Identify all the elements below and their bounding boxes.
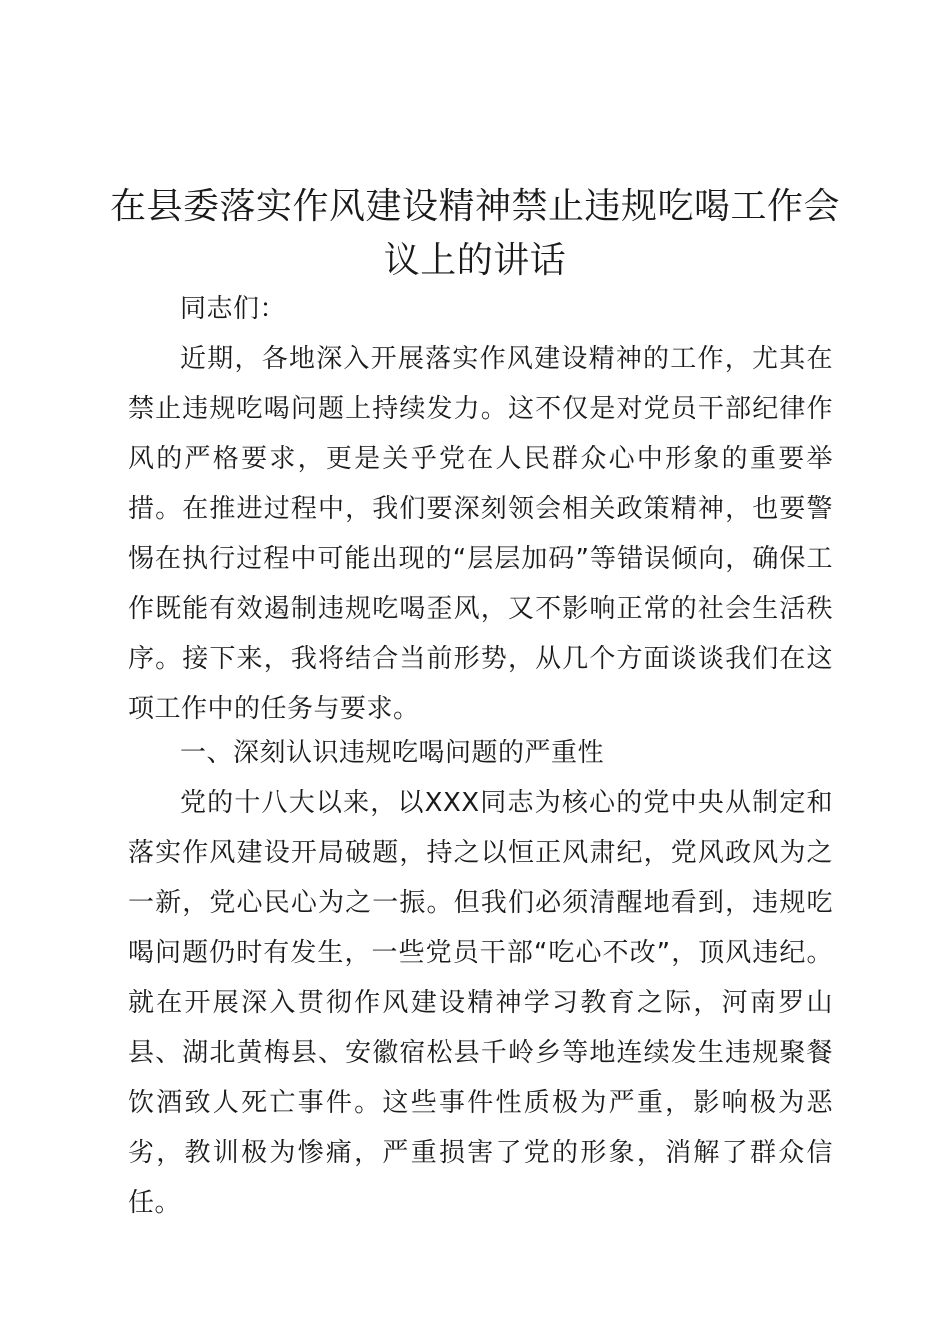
section-heading-1: 一、深刻认识违规吃喝问题的严重性 xyxy=(180,738,605,768)
document-title: 在县委落实作风建设精神禁止违规吃喝工作会议上的讲话 xyxy=(109,186,840,281)
paragraph-intro: 近期，各地深入开展落实作风建设精神的工作，尤其在禁止违规吃喝问题上持续发力。这不仅是对党员干部纪律作风的严格要求，更是关乎党在人民群众心中形象的重要举措。在推进过程中，我们要深刻领会相关政策精神，也要警惕在执行过程中可能出现的“层层加码”等错误倾向，确保工作既能有效遏制违规吃喝歪风，又不影响正常的社会生活秩序。接下来，我将结合当前形势，从几个方面谈谈我们在这项工作中的任务与要求。 xyxy=(128,344,833,724)
salutation: 同志们： xyxy=(180,294,287,324)
paragraph-section-1: 党的十八大以来，以XXX同志为核心的党中央从制定和落实作风建设开局破题，持之以恒正风肃纪，党风政风为之一新，党心民心为之一振。但我们必须清醒地看到，违规吃喝问题仍时有发生，一些党员干部“吃心不改”，顶风违纪。就在开展深入贯彻作风建设精神学习教育之际，河南罗山县、湖北黄梅县、安徽宿松县千岭乡等地连续发生违规聚餐饮酒致人死亡事件。这些事件性质极为严重，影响极为恶劣，教训极为惨痛，严重损害了党的形象，消解了群众信任。 xyxy=(128,788,833,1218)
